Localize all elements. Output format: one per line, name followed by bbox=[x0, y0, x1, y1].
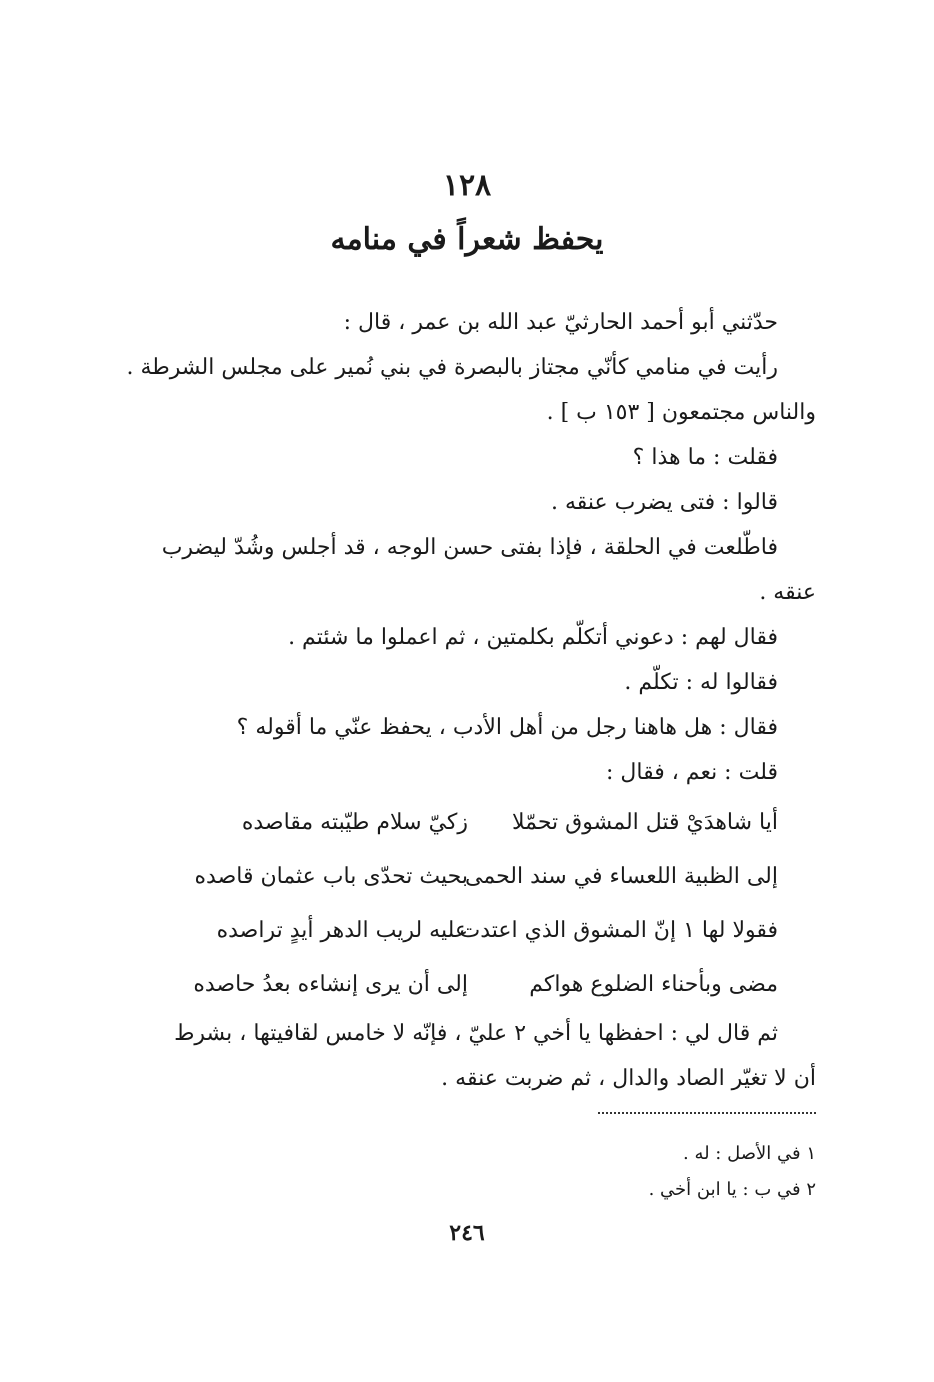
paragraph-line: قلت : نعم ، فقال : bbox=[605, 760, 778, 785]
footnote-divider bbox=[598, 1112, 816, 1114]
poem-verse bbox=[116, 957, 778, 1011]
poem bbox=[116, 795, 816, 1011]
paragraph-line: والناس مجتمعون [ ١٥٣ ب ] . bbox=[546, 400, 816, 425]
paragraph-line: فقال : هل هاهنا رجل من أهل الأدب ، يحفظ عنّي ما أقوله ؟ bbox=[236, 715, 778, 740]
verse-second-hemistich: إلى أن يرى إنشاءه بعدُ حاصده bbox=[193, 971, 468, 997]
chapter-number: ١٢٨ bbox=[442, 168, 492, 203]
paragraph-line: فقلت : ما هذا ؟ bbox=[632, 445, 778, 470]
body-text bbox=[116, 300, 816, 1101]
chapter-title: يحفظ شعراً في منامه bbox=[330, 222, 604, 257]
paragraph-line: أن لا تغيّر الصاد والدال ، ثم ضربت عنقه . bbox=[441, 1066, 816, 1091]
paragraph-line: فاطّلعت في الحلقة ، فإذا بفتى حسن الوجه ، قد أجلس وشُدّ ليضرب bbox=[161, 535, 778, 560]
poem-verse bbox=[116, 849, 778, 903]
verse-first-hemistich: فقولا لها ١ إنّ المشوق الذي اعتدت bbox=[459, 917, 778, 943]
verse-second-hemistich: عليه لريب الدهر أيدٍ تراصده bbox=[216, 917, 468, 943]
paragraph-line: فقالوا له : تكلّم . bbox=[624, 670, 778, 695]
footnote: ١ في الأصل : له . bbox=[683, 1143, 816, 1164]
verse-first-hemistich: إلى الظبية اللعساء في سند الحمى bbox=[465, 863, 778, 889]
verse-first-hemistich: مضى وبأحناء الضلوع هواكم bbox=[529, 971, 778, 997]
poem-verse bbox=[116, 903, 778, 957]
page-number: ٢٤٦ bbox=[449, 1220, 485, 1246]
verse-first-hemistich: أيا شاهدَيْ قتل المشوق تحمّلا bbox=[512, 809, 778, 835]
poem-verse bbox=[116, 795, 778, 849]
paragraph-line: رأيت في منامي كأنّي مجتاز بالبصرة في بني نُمير على مجلس الشرطة . bbox=[126, 355, 778, 380]
paragraph-line: فقال لهم : دعوني أتكلّم بكلمتين ، ثم اعملوا ما شئتم . bbox=[288, 625, 778, 650]
paragraph-line: حدّثني أبو أحمد الحارثيّ عبد الله بن عمر ، قال : bbox=[343, 310, 778, 335]
verse-second-hemistich: زكيّ سلام طيّبته مقاصده bbox=[241, 809, 468, 835]
footnote: ٢ في ب : يا ابن أخي . bbox=[648, 1179, 816, 1200]
verse-second-hemistich: بحيث تحدّى باب عثمان قاصده bbox=[194, 863, 468, 889]
paragraph-line: قالوا : فتى يضرب عنقه . bbox=[550, 490, 778, 515]
paragraph-line: عنقه . bbox=[759, 580, 816, 605]
paragraph-line: ثم قال لي : احفظها يا أخي ٢ عليّ ، فإنّه لا خامس لقافيتها ، بشرط bbox=[174, 1021, 778, 1046]
footnotes bbox=[416, 1136, 816, 1208]
